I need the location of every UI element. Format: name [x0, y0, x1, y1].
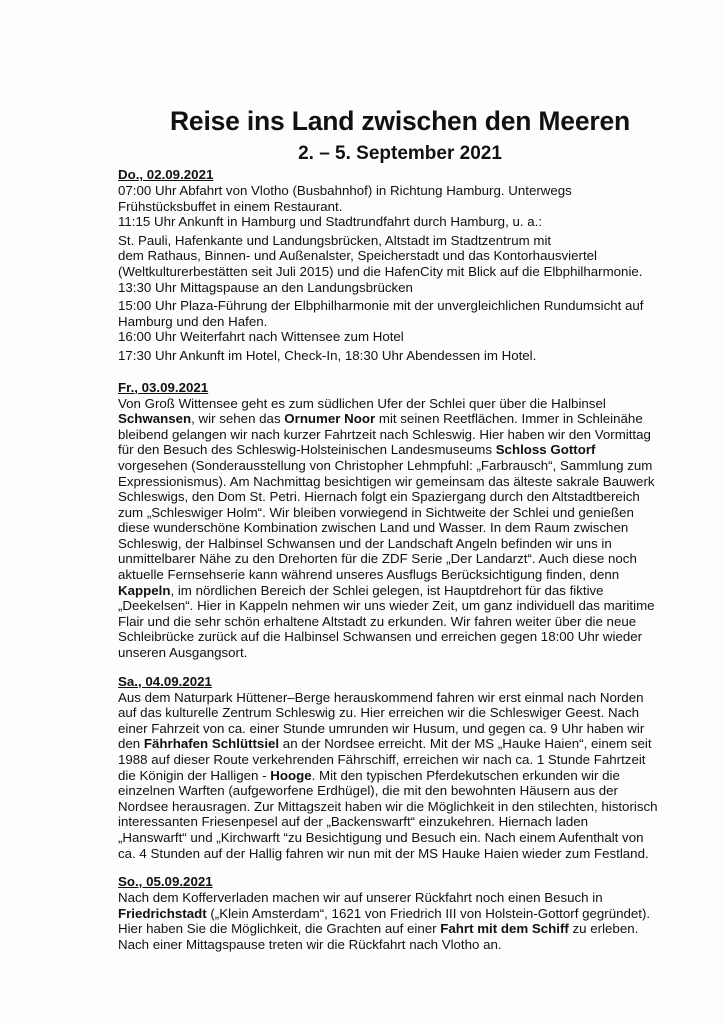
itinerary-line: Hamburg und den Hafen.: [118, 313, 268, 329]
day-section-saturday: [118, 674, 658, 862]
itinerary-line: Frühstücksbuffet in einem Restaurant.: [118, 198, 343, 214]
day-heading: Fr., 03.09.2021: [118, 379, 209, 395]
page-title: Reise ins Land zwischen den Meeren: [169, 106, 631, 136]
highlight-place: Schwansen: [118, 411, 192, 427]
day-section-friday: [118, 380, 658, 661]
day-heading: Sa., 04.09.2021: [118, 673, 212, 689]
highlight-place: Hooge: [270, 767, 312, 783]
itinerary-line: 11:15 Uhr Ankunft in Hamburg und Stadtrundfahrt durch Hamburg, u. a.:: [118, 214, 543, 230]
itinerary-line: dem Rathaus, Binnen- und Außenalster, Speicherstadt und das Kontorhausviertel: [118, 248, 597, 264]
day-section-thursday: [118, 167, 658, 364]
document-page: [118, 104, 658, 953]
page-subtitle: 2. – 5. September 2021: [298, 143, 502, 164]
day-description: Von Groß Wittensee geht es zum südlichen Ufer der Schlei quer über die Halbinsel Schwansen, wir sehen das Ornumer Noor mit seinen Reetflächen. Immer in Schleinähe bleibend gelangen wir nach kurzer Fahrtzeit nach Schleswig. Hier haben wir den Vormittag für den Besuch des Schleswig-Holsteinischen Landesmuseums Schloss Gottorf vorgesehen (Sonderausstellung von Christopher Lehmpfuhl: „Farbrausch“, Sammlung zum Expressionismus). Am Nachmittag besichtigen wir gemeinsam das älteste sakrale Bauwerk Schleswigs, den Dom St. Petri. Hiernach folgt ein Spaziergang durch den Altstadtbereich zum „Schleswiger Holm“. Wir bleiben vorwiegend in Sichtweite der Schlei und genießen diese wunderschöne Kombination zwischen Land und Wasser. In dem Raum zwischen Schleswig, der Halbinsel Schwansen und der Landschaft Angeln befinden wir uns in unmittelbarer Nähe zu den Drehorten für die ZDF Serie „Der Landarzt“. Auch diese noch aktuelle Fernsehserie kann während unseres Ausflugs Berücksichtigung finden, denn Kappeln, im nördlichen Bereich der Schlei gelegen, ist Hauptdrehort für das fiktive „Deekelsen“. Hier in Kappeln nehmen wir uns wieder Zeit, um ganz individuell das maritime Flair und die sehr schön erhaltene Altstadt zu erkunden. Wir fahren weiter über die neue Schleibrücke zurück auf die Halbinsel Schwansen und erreichen gegen 18:00 Uhr wieder unseren Ausgangsort.: [118, 395, 655, 661]
day-section-sunday: [118, 874, 658, 952]
highlight-place: Ornumer Noor: [284, 411, 376, 427]
day-description: Nach dem Kofferverladen machen wir auf unserer Rückfahrt noch einen Besuch in Friedrichstadt („Klein Amsterdam“, 1621 von Friedrich III von Holstein-Gottorf gegründet). Hier haben Sie die Möglichkeit, die Grachten auf einer Fahrt mit dem Schiff zu erleben. Nach einer Mittagspause treten wir die Rückfahrt nach Vlotho an.: [118, 890, 651, 952]
highlight-place: Kappeln: [118, 582, 171, 598]
itinerary-line: 07:00 Uhr Abfahrt von Vlotho (Busbahnhof) in Richtung Hamburg. Unterwegs: [118, 183, 572, 198]
day-heading: Do., 02.09.2021: [118, 167, 214, 182]
highlight-place: Fährhafen Schlüttsiel: [143, 736, 280, 752]
itinerary-line: 16:00 Uhr Weiterfahrt nach Wittensee zum Hotel: [118, 329, 404, 345]
itinerary-line: St. Pauli, Hafenkante und Landungsbrücken, Altstadt im Stadtzentrum mit: [118, 232, 552, 248]
day-heading: So., 05.09.2021: [118, 874, 213, 890]
highlight-place: Friedrichstadt: [118, 905, 207, 921]
day-description: Aus dem Naturpark Hüttener–Berge herauskommend fahren wir erst einmal nach Norden auf das kulturelle Zentrum Schleswig zu. Hier erreichen wir die Schleswiger Geest. Nach einer Fahrzeit von ca. einer Stunde umrunden wir Husum, und gegen ca. 9 Uhr haben wir den Fährhafen Schlüttsiel an der Nordsee erreicht. Mit der MS „Hauke Haien“, einem seit 1988 auf dieser Route verkehrenden Fährschiff, erreichen wir nach ca. 1 Stunde Fahrtzeit die Königin der Halligen - Hooge. Mit den typischen Pferdekutschen erkunden wir die einzelnen Warften (aufgeworfene Erdhügel), die mit den bewohnten Häusern aus der Nordsee herausragen. Zur Mittagszeit haben wir die Möglichkeit in den stilechten, historisch interessanten Friesenpesel auf der „Backenswarft“ einzukehren. Hiernach laden „Hanswarft“ und „Kirchwarft “zu Besichtigung und Besuch ein. Nach einem Aufenthalt von ca. 4 Stunden auf der Hallig fahren wir nun mit der MS Hauke Haien wieder zum Festland.: [118, 689, 658, 861]
itinerary-line: 13:30 Uhr Mittagspause an den Landungsbrücken: [118, 279, 413, 295]
itinerary-line: 17:30 Uhr Ankunft im Hotel, Check-In, 18:30 Uhr Abendessen im Hotel.: [118, 347, 537, 363]
itinerary-line: (Weltkulturerbestätten seit Juli 2015) und die HafenCity mit Blick auf die Elbphilharmonie.: [118, 263, 643, 279]
highlight-place: Fahrt mit dem Schiff: [440, 921, 569, 937]
highlight-place: Schloss Gottorf: [495, 442, 596, 458]
itinerary-line: 15:00 Uhr Plaza-Führung der Elbphilharmonie mit der unvergleichlichen Rundumsicht auf: [118, 298, 644, 314]
